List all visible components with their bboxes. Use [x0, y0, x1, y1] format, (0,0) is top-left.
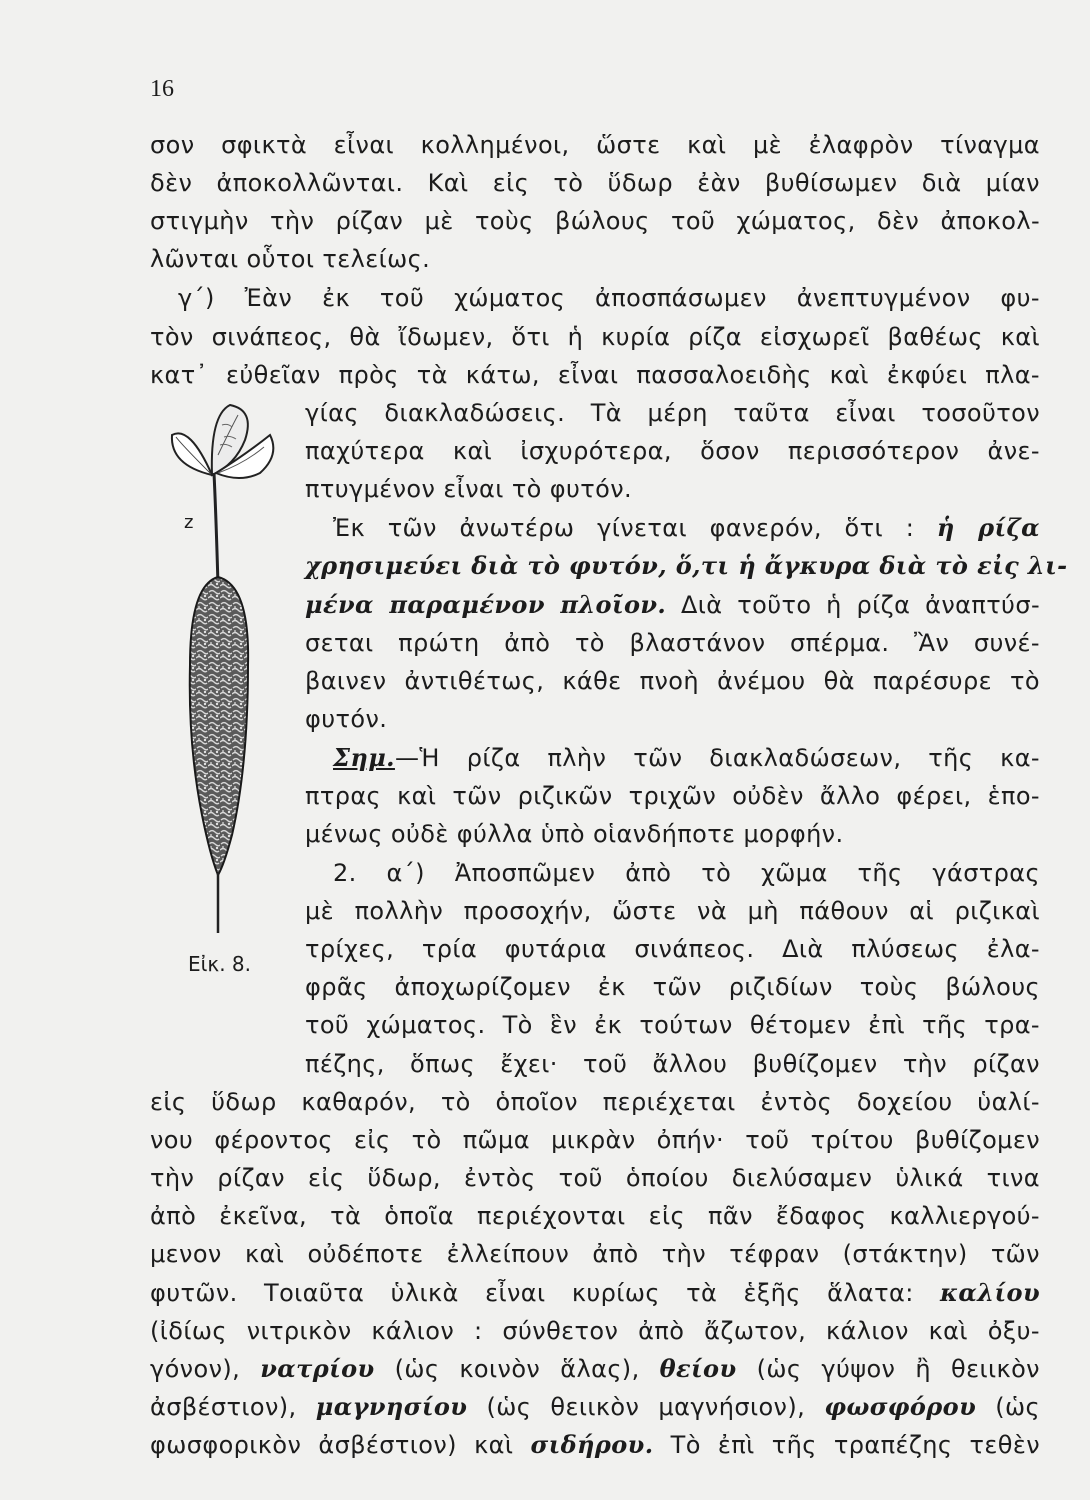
- emphasis-line: χρησιμεύει διὰ τὸ φυτόν, ὅ,τι ἡ ἄγκυρα διὰ τὸ εἰς λι-: [305, 551, 1068, 580]
- text-line: εἰς ὕδωρ καθαρόν, τὸ ὁποῖον περιέχεται ἐντὸς δοχείου ὑαλί-: [150, 1088, 1040, 1116]
- text-line: πέζης, ὅπως ἔχει· τοῦ ἄλλου βυθίζομεν τὴν ρίζαν: [305, 1050, 1040, 1078]
- text-segment: Τὸ ἐπὶ τῆς τραπέζης τεθὲν: [670, 1431, 1041, 1459]
- text-line: [305, 513, 1040, 543]
- text-line: [305, 590, 1040, 620]
- text-line: τὸν σινάπεος, θὰ ἴδωμεν, ὅτι ἡ κυρία ρίζα εἰσχωρεῖ βαθέως καὶ: [150, 323, 1040, 351]
- text-line: παχύτερα καὶ ἰσχυρότερα, ὅσον περισσότερον ἀνε-: [305, 437, 1040, 465]
- text-line: [305, 743, 1040, 773]
- text-segment: (ὡς γύψον ἢ θειικὸν: [756, 1355, 1040, 1383]
- text-line: [150, 1278, 1040, 1308]
- text-segment: —Ἡ ρίζα πλὴν τῶν διακλαδώσεων, τῆς κα-: [394, 744, 1040, 772]
- text-line: κατ᾿ εὐθεῖαν πρὸς τὰ κάτω, εἶναι πασσαλοειδὴς καὶ ἐκφύει πλα-: [150, 361, 1040, 389]
- text-line: [150, 1354, 1040, 1384]
- text-line: γ΄) Ἐὰν ἐκ τοῦ χώματος ἀποσπάσωμεν ἀνεπτυγμένον φυ-: [178, 284, 1040, 312]
- text-segment: φυτῶν. Τοιαῦτα ὑλικὰ εἶναι κυρίως τὰ ἑξῆς ἅλατα:: [150, 1279, 914, 1307]
- emphasis-text: σιδήρου.: [530, 1430, 654, 1459]
- text-line: τρίχες, τρία φυτάρια σινάπεος. Διὰ πλύσεως ἐλα-: [305, 935, 1040, 963]
- text-line: γίας διακλαδώσεις. Τὰ μέρη ταῦτα εἶναι τοσοῦτον: [305, 399, 1040, 427]
- text-line: σον σφικτὰ εἶναι κολλημένοι, ὥστε καὶ μὲ ἐλαφρὸν τίναγμα: [150, 131, 1040, 159]
- text-segment: γόνον),: [150, 1355, 241, 1383]
- text-line: ἀπὸ ἐκεῖνα, τὰ ὁποῖα περιέχονται εἰς πᾶν ἔδαφος καλλιεργού-: [150, 1202, 1040, 1230]
- text-line: στιγμὴν τὴν ρίζαν μὲ τοὺς βώλους τοῦ χώματος, δὲν ἀποκολ-: [150, 207, 1040, 235]
- emphasis-text: ἡ ρίζα: [936, 513, 1040, 542]
- text-segment: (ὡς: [995, 1393, 1041, 1421]
- text-line: τὴν ρίζαν εἰς ὕδωρ, ἐντὸς τοῦ ὁποίου διελύσαμεν ὑλικά τινα: [150, 1164, 1040, 1192]
- seedling-illustration: [160, 385, 290, 945]
- text-line: λῶνται οὗτοι τελείως.: [150, 245, 431, 273]
- emphasis-text: φωσφόρου: [824, 1392, 977, 1421]
- emphasis-text: μένα παραμένον πλοῖον.: [305, 590, 667, 619]
- text-segment: Ἐκ τῶν ἀνωτέρω γίνεται φανερόν, ὅτι :: [333, 514, 915, 542]
- text-line: μένως οὐδὲ φύλλα ὑπὸ οἱανδήποτε μορφήν.: [305, 820, 844, 848]
- text-segment: (ὡς θειικὸν μαγνήσιον),: [486, 1393, 806, 1421]
- text-line: μὲ πολλὴν προσοχήν, ὥστε νὰ μὴ πάθουν αἱ ριζικαὶ: [305, 897, 1040, 925]
- text-line: σεται πρώτη ἀπὸ τὸ βλαστάνον σπέρμα. Ἂν συνέ-: [305, 629, 1040, 657]
- figure-caption: Εἰκ. 8.: [188, 952, 251, 976]
- page-number: 16: [150, 76, 174, 102]
- text-line: μενον καὶ οὐδέποτε ἐλλείπουν ἀπὸ τὴν τέφραν (στάκτην) τῶν: [150, 1240, 1040, 1268]
- note-label: Σημ.: [333, 743, 395, 772]
- text-segment: (ὡς κοινὸν ἅλας),: [394, 1355, 640, 1383]
- emphasis-text: θείου: [659, 1354, 737, 1383]
- text-line: πτυγμένον εἶναι τὸ φυτόν.: [305, 475, 633, 503]
- text-segment: ἀσβέστιον),: [150, 1393, 297, 1421]
- text-line: [150, 1392, 1040, 1422]
- emphasis-text: καλίου: [940, 1278, 1041, 1307]
- emphasis-text: νατρίου: [260, 1354, 375, 1383]
- text-line: δὲν ἀποκολλῶνται. Καὶ εἰς τὸ ὕδωρ ἐὰν βυθίσωμεν διὰ μίαν: [150, 169, 1040, 197]
- text-line: τοῦ χώματος. Τὸ ἓν ἐκ τούτων θέτομεν ἐπὶ τῆς τρα-: [305, 1011, 1040, 1039]
- text-line: (ἰδίως νιτρικὸν κάλιον : σύνθετον ἀπὸ ἄζωτον, κάλιον καὶ ὀξυ-: [150, 1317, 1040, 1345]
- text-line: φυτόν.: [305, 705, 388, 733]
- text-line: [150, 1430, 1040, 1460]
- text-line: φρᾶς ἀποχωρίζομεν ἐκ τῶν ριζιδίων τοὺς βώλους: [305, 973, 1040, 1001]
- text-line: βαινεν ἀντιθέτως, κάθε πνοὴ ἀνέμου θὰ παρέσυρε τὸ: [305, 667, 1040, 695]
- text-line: πτρας καὶ τῶν ριζικῶν τριχῶν οὐδὲν ἄλλο φέρει, ἑπο-: [305, 782, 1040, 810]
- text-line: 2. α΄) Ἀποσπῶμεν ἀπὸ τὸ χῶμα τῆς γάστρας: [333, 859, 1040, 887]
- text-segment: Διὰ τοῦτο ἡ ρίζα ἀναπτύσ-: [680, 591, 1040, 619]
- text-segment: φωσφορικὸν ἀσβέστιον) καὶ: [150, 1431, 514, 1459]
- text-line: νου φέροντος εἰς τὸ πῶμα μικρὰν ὀπήν· τοῦ τρίτου βυθίζομεν: [150, 1126, 1040, 1154]
- figure-label: z: [184, 512, 194, 533]
- emphasis-text: μαγνησίου: [315, 1392, 468, 1421]
